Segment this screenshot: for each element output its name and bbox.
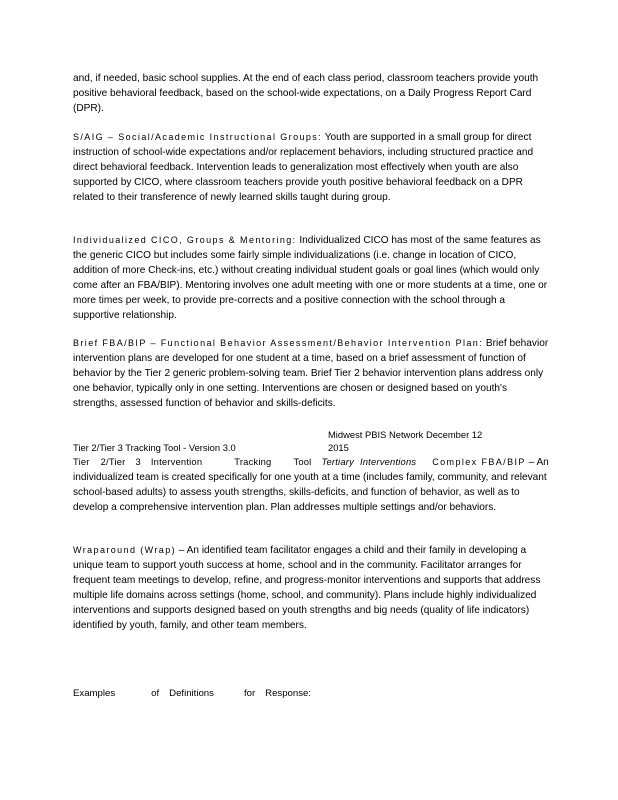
examples-word: Response: xyxy=(265,688,312,699)
footer-network: Midwest PBIS Network December 12 xyxy=(328,429,483,440)
individualized-term: Individualized CICO, Groups & Mentoring: xyxy=(73,235,297,245)
complex-fba-paragraph xyxy=(73,454,549,515)
wrap-term: Wraparound (Wrap) xyxy=(73,545,176,555)
wrap-text: – An identified team facilitator engages a child and their family in developing a unique team to support youth success at home, school and in the community. Facilitator arranges for frequent team meetings to develop, refine, and progress-monitor interventions and supports that address multiple life domains across settings (home, school, and community). Plans include highly individualized interventions and supports designed based on youth strengths and big needs (quality of life indicators) identified by youth, family, and other team members. xyxy=(73,545,541,631)
saig-term: S/AIG – Social/Academic Instructional Groups: xyxy=(73,132,323,142)
header-word: Tracking xyxy=(234,456,272,467)
brief-fba-paragraph xyxy=(73,336,549,411)
saig-text: Youth are supported in a small group for direct instruction of school-wide expectations and/or replacement behaviors, including structured practice and direct behavioral feedback. Intervention leads to generalization most effectively when youth are also supported by CICO, where classroom teachers provide youth positive behavioral feedback on a DPR related to their transference of newly learned skills taught during group. xyxy=(73,132,534,203)
examples-word: Definitions xyxy=(169,688,214,699)
header-word: Tertiary xyxy=(321,456,354,467)
header-word: Intervention xyxy=(150,456,203,467)
individualized-paragraph xyxy=(73,233,549,323)
header-word: Interventions xyxy=(359,456,417,467)
brief-fba-text: Brief behavior intervention plans are developed for one student at a time, based on a brief assessment of function of behavior by the Tier 2 generic problem-solving team. Brief Tier 2 behavior intervention plans address only one behavior, typically only in one setting. Interventions are chosen or designed based on youth's strengths, assessed function of behavior and skills-deficits. xyxy=(73,338,549,409)
footer-tool-version: Tier 2/Tier 3 Tracking Tool - Version 3.0 xyxy=(73,442,236,453)
examples-word: Examples xyxy=(73,688,116,699)
complex-fba-term: Complex FBA/BIP xyxy=(432,457,526,467)
footer-network-date xyxy=(328,428,528,454)
header-word: Tool xyxy=(293,456,312,467)
footer-year: 2015 xyxy=(328,442,349,453)
header-word: Tier xyxy=(73,456,90,467)
examples-heading xyxy=(73,687,311,701)
examples-word: of xyxy=(151,688,160,699)
examples-word: for xyxy=(243,688,256,699)
intro-text: and, if needed, basic school supplies. At the end of each class period, classroom teachers provide youth positive behavioral feedback, based on the school-wide expectations, on a Daily Progress Report Card (DPR). xyxy=(73,73,539,114)
header-word: 2/Tier xyxy=(100,456,126,467)
saig-paragraph xyxy=(73,130,549,205)
header-word: 3 xyxy=(135,456,141,467)
complex-fba-text: – An individualized team is created specifically for one youth at a time (includes family, community, and relevant school-based adults) to assess youth strengths, skills-deficits, and function of behavior, as well as to develop a comprehensive intervention plan. Plan addresses multiple settings and/or behaviors. xyxy=(73,457,549,513)
wrap-paragraph xyxy=(73,543,549,633)
brief-fba-term: Brief FBA/BIP – Functional Behavior Assessment/Behavior Intervention Plan: xyxy=(73,338,484,348)
intro-paragraph xyxy=(73,71,549,116)
individualized-text: Individualized CICO has most of the same features as the generic CICO but includes some fairly simple individualizations (i.e. change in location of CICO, addition of more Check-ins, etc.) without creating individual student goals or goal lines (which would only come after an FBA/BIP). Mentoring involves one adult meeting with one or more students at a time, one or more times per week, to provide pre-corrects and a positive connection with the school through a supportive relationship. xyxy=(73,235,548,321)
tracking-tool-header xyxy=(73,456,432,467)
